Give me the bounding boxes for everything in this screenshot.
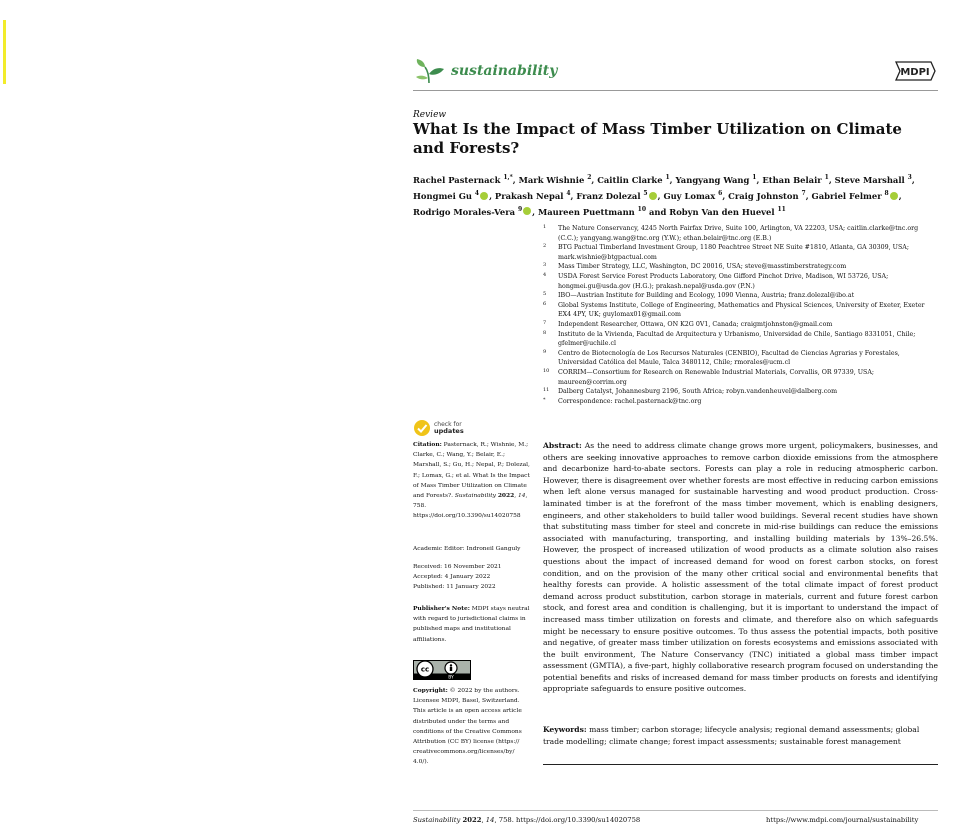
affiliation-text: Dalberg Catalyst, Johannesburg 2196, South Africa; robyn.vandenheuvel@dalberg.com [558,388,838,396]
affiliation-text: IBO—Austrian Institute for Building and Ecology, 1090 Vienna, Austria; franz.dolezal@ibo.at [558,292,855,300]
affiliation-number: 4 [543,271,547,278]
published-date: Published: 11 January 2022 [413,584,496,591]
publisher-name: MDPI [900,67,930,78]
check-line2: updates [434,427,464,435]
affiliation-number: 8 [543,329,547,336]
svg-text:cc: cc [420,665,430,674]
keywords: Keywords: mass timber; carbon storage; lifecycle analysis; regional demand assessments; global trade modelling; climate change; forest impact assessments; sustainable forest management [543,725,920,746]
affiliation-number: 5 [543,291,547,298]
affiliation-text: Centro de Biotecnología de Los Recursos Naturales (CENBIO), Facultad de Ciencias Agrarias y Forestales, Universidad Católica del Maule, Talca 3480112, Chile; rmorales@ucm.cl [558,349,900,367]
received-date: Received: 16 November 2021 [413,564,502,570]
copyright-notice: Copyright: © 2022 by the authors. Licensee MDPI, Basel, Switzerland. This article is an open access article distributed under the terms and conditions of the Creative Commons Attribution (CC BY) license (https:// creativecommons.org/licenses/by/ 4.0/). [413,687,522,766]
academic-editor: Academic Editor: Indroneil Ganguly [413,546,521,552]
footer-citation: Sustainability 2022, 14, 758. https://doi.org/10.3390/su14020758 [413,816,641,824]
author-list: Rachel Pasternack $^{1,*}$, Mark Wishnie $^2$, Caitlin Clarke $^1$, Yangyang Wang $^1$, Ethan Belair $^1$, Steve Marshall $^3$, Hongmei Gu $^4$ , Prakash Nepal $^4$, Franz Dolezal $^5$ , Guy Lomax $^6$, Craig Johnston $^7$, Gabriel Felmer $^8$ , Rodrigo Morales-Vera $^9$ , Maureen Puettmann $^{10}$ and Robyn Van den Huevel $^{11}$ [413,174,915,217]
affiliation-number: 6 [543,300,547,307]
affiliation-text: Independent Researcher, Ottawa, ON K2G 0V1, Canada; craigmtjohnston@gmail.com [558,320,833,328]
affiliation-number: 11 [543,387,550,394]
affiliation-item [543,262,938,272]
affiliation-item [543,272,938,291]
cc-by-license-icon[interactable] [413,660,471,680]
section-divider [543,764,938,765]
affiliation-number: 7 [543,319,547,326]
affiliation-item [543,368,938,387]
header-divider [413,90,938,91]
footer-journal-url[interactable]: https://www.mdpi.com/journal/sustainability [766,816,919,824]
check-for-updates-badge[interactable] [413,419,464,437]
journal-name: sustainability [451,63,558,79]
affiliation-text: The Nature Conservancy, 4245 North Fairfax Drive, Suite 100, Arlington, VA 22203, USA; caitlin.clarke@tnc.org (C.C.); yangyang.wang@tnc.org (Y.W.); ethan.belair@tnc.org (E.B.) [558,225,919,242]
check-line1: check for [434,421,462,428]
publishers-note: Publisher's Note: MDPI stays neutral with regard to jurisdictional claims in published maps and institutional affiliations. [413,605,530,643]
footer-divider [413,810,938,811]
accepted-date: Accepted: 4 January 2022 [413,574,491,581]
affiliation-number: 10 [543,367,550,374]
affiliation-item [543,301,938,320]
publication-dates [413,562,530,593]
check-updates-icon [413,419,431,437]
affiliation-number: 1 [543,224,547,230]
affiliation-text: Correspondence: rachel.pasternack@tnc.org [558,397,702,405]
affiliation-text: Mass Timber Strategy, LLC, Washington, DC 20016, USA; steve@masstimberstrategy.com [558,263,847,271]
article-type: Review [413,110,447,120]
affiliation-number: 3 [543,262,547,269]
affiliation-text: Global Systems Institute, College of Engineering, Mathematics and Physical Sciences, University of Exeter, Exeter EX4 4PY, UK; guylomax01@gmail.com [558,301,925,319]
article-title: What Is the Impact of Mass Timber Utilization on Climate and Forests? [413,120,902,157]
affiliations-list [543,224,938,406]
affiliation-item [543,330,938,349]
affiliation-item [543,291,938,301]
affiliation-number: 2 [543,243,547,250]
abstract: Abstract: As the need to address climate change grows more urgent, policymakers, businesses, and others are seeking innovative approaches to remove carbon dioxide emissions from the atmosphere and decarbonize hard-to-abate sectors. Forests can play a role in reducing atmospheric carbon. However, there is disagreement over whether forests are most effective in reducing carbon emissions when left alone versus managed for sustainable harvesting and wood product production. Cross-laminated timber is at the forefront of the mass timber movement, which is enabling designers, engineers, and other stakeholders to build taller wood buildings. Several recent studies have shown that substituting mass timber for steel and concrete in mid-rise buildings can reduce the emissions associated with manufacturing, transporting, and installing building materials by 13%–26.5%. However, the prospect of increased utilization of wood products as a climate solution also raises questions about the impact of increased demand for wood on forest carbon stocks, on forest condition, and on the provision of the many other critical social and environmental benefits that healthy forests can provide. A holistic assessment of the total climate impact of forest product demand across product substitution, carbon storage in materials, current and future forest carbon stock, and forest area and condition is challenging, but it is important to understand the impact of increased mass timber utilization on forests and climate, and therefore also on which safeguards might be necessary to ensure positive outcomes. To thus assess the potential impacts, both positive and negative, of greater mass timber utilization on forests ecosystems and emissions associated with the built environment, The Nature Conservancy (TNC) initiated a global mass timber impact assessment (GMTIA), a five-part, highly collaborative research program focused on understanding the potential benefits and risks of increased demand for mass timber products on forests and identifying appropriate safeguards to ensure positive outcomes. [543,441,938,694]
affiliation-item [543,320,938,330]
affiliation-text: USDA Forest Service Forest Products Laboratory, One Gifford Pinchot Drive, Madison, WI 53726, USA; hongmei.gu@usda.gov (H.G.); prakash.nepal@usda.gov (P.N.) [558,272,889,290]
leaf-icon [415,58,445,84]
affiliation-text: BTG Pactual Timberland Investment Group, 1180 Peachtree Street NE Suite #1810, Atlanta, GA 30309, USA; mark.wishnie@btgpactual.com [558,244,909,261]
highlight-marker [3,20,6,84]
affiliation-number: 9 [543,348,547,355]
affiliation-item [543,349,938,368]
mdpi-logo[interactable] [893,60,937,82]
affiliation-item [543,387,938,397]
affiliation-item [543,397,938,407]
affiliation-item [543,224,938,243]
affiliation-text: Instituto de la Vivienda, Facultad de Arquitectura y Urbanismo, Universidad de Chile, Santiago 8331051, Chile; gfelmer@uchile.cl [558,330,916,348]
affiliation-text: CORRIM—Consortium for Research on Renewable Industrial Materials, Corvallis, OR 97339, USA; maureen@corrim.org [558,368,874,386]
affiliation-number: * [543,396,546,403]
citation-block: Citation: Pasternack, R.; Wishnie, M.; Clarke, C.; Wang, Y.; Belair, E.; Marshall, S.; Gu, H.; Nepal, P.; Dolezal, F.; Lomax, G.; et al. What Is the Impact of Mass Timber Utilization on Climate and Forests?. Sustainability 2022, 14, 758. https://doi.org/10.3390/su14020758 [413,441,530,520]
svg-text:BY: BY [448,675,454,680]
journal-logo[interactable] [415,58,557,84]
affiliation-item [543,243,938,262]
